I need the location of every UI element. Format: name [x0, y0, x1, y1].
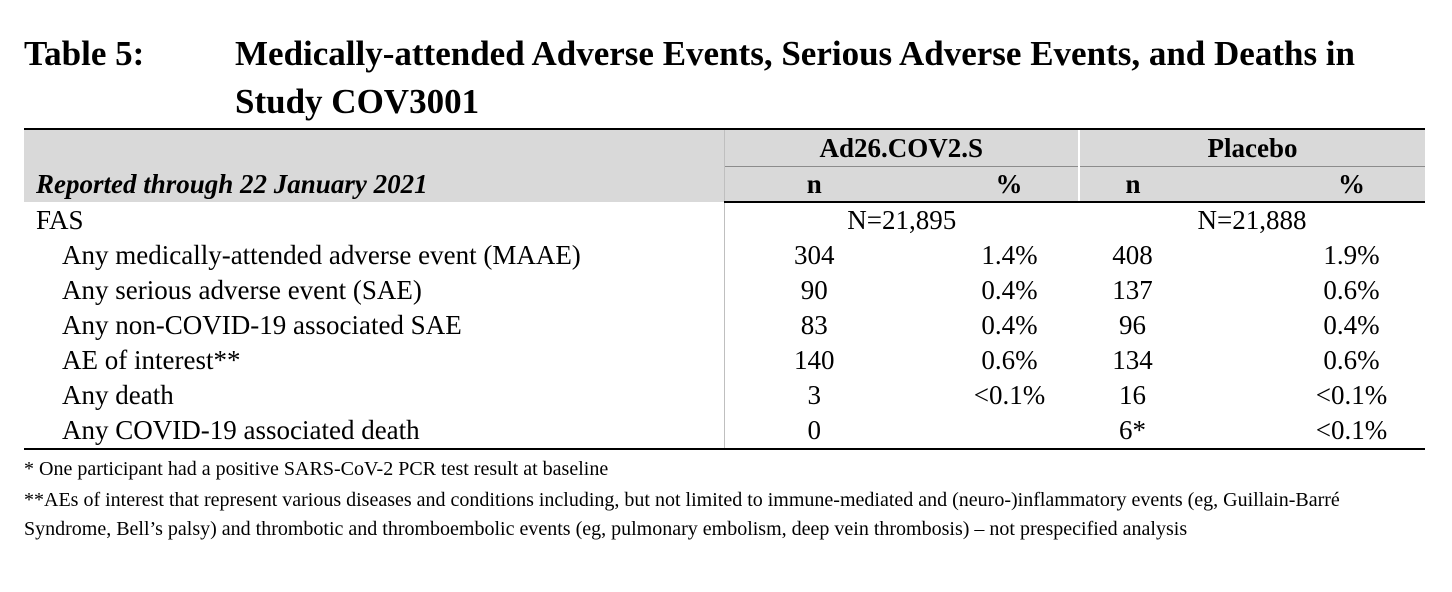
cell-ad26-n: 0 [724, 413, 904, 449]
row-label: Any non-COVID-19 associated SAE [24, 308, 724, 343]
cell-ad26-n: 3 [807, 380, 821, 410]
table-row [24, 238, 1425, 273]
cell-ad26-n: 90 [800, 275, 828, 305]
cell-ad26-pct: 0.4% [981, 275, 1038, 305]
row-label: Any COVID-19 associated death [24, 413, 724, 449]
group-header-ad26: Ad26.COV2.S [724, 129, 1079, 167]
population-n-placebo: N=21,888 [1197, 205, 1307, 235]
row-label: Any serious adverse event (SAE) [24, 273, 724, 308]
cell-placebo-pct: 0.6% [1323, 275, 1380, 305]
subheader-ad26-pct: % [904, 167, 1079, 203]
subheader-placebo-n: n [1079, 167, 1242, 203]
row-label: Any death [24, 378, 724, 413]
reported-through-label: Reported through 22 January 2021 [24, 129, 724, 202]
cell-ad26-n: 140 [794, 345, 835, 375]
header-row-groups [24, 129, 1425, 167]
cell-ad26-pct: 1.4% [981, 240, 1038, 270]
footnote-ae-of-interest: **AEs of interest that represent various diseases and conditions including, but not limited to immune-mediated and (neuro-)inflammatory events (eg, Guillain-Barré Syndrome, Bell’s palsy) and thrombotic and thromboembolic events (eg, pulmonary embolism, deep vein thrombosis) – not prespecified analysis [24, 489, 1340, 540]
cell-ad26-pct: 0.6% [981, 345, 1038, 375]
cell-placebo-n: 134 [1112, 345, 1153, 375]
table-row [24, 308, 1425, 343]
cell-ad26-pct [904, 413, 1079, 449]
cell-ad26-n: 83 [800, 310, 828, 340]
row-label: Any medically-attended adverse event (MAAE) [24, 238, 724, 273]
row-label: AE of interest** [24, 343, 724, 378]
cell-placebo-n: 408 [1112, 240, 1153, 270]
cell-placebo-pct: 0.4% [1323, 310, 1380, 340]
cell-placebo-pct: 1.9% [1323, 240, 1380, 270]
population-n-ad26: N=21,895 [847, 205, 957, 235]
cell-placebo-n: 16 [1119, 380, 1146, 410]
subheader-placebo-pct: % [1242, 167, 1425, 203]
cell-ad26-pct: 0.4% [981, 310, 1038, 340]
table-row [24, 343, 1425, 378]
cell-placebo-n: 137 [1112, 275, 1153, 305]
cell-ad26-pct: <0.1% [973, 380, 1046, 410]
cell-placebo-n: 96 [1119, 310, 1146, 340]
footnote-baseline-pcr: * One participant had a positive SARS-CoV-2 PCR test result at baseline [24, 458, 609, 480]
cell-placebo-pct: <0.1% [1242, 413, 1425, 449]
footnotes [24, 455, 1429, 546]
cell-placebo-n: 6* [1079, 413, 1242, 449]
cell-ad26-n: 304 [794, 240, 835, 270]
population-row [24, 202, 1425, 238]
table-row [24, 273, 1425, 308]
table-title: Medically-attended Adverse Events, Serious Adverse Events, and Deaths in Study COV3001 [235, 34, 1355, 121]
table-row [24, 413, 1425, 449]
cell-placebo-pct: <0.1% [1315, 380, 1388, 410]
group-header-placebo: Placebo [1079, 129, 1425, 167]
table-number: Table 5: [24, 34, 145, 73]
cell-placebo-pct: 0.6% [1323, 345, 1380, 375]
table-row [24, 378, 1425, 413]
population-label: FAS [24, 202, 724, 238]
adverse-events-table [24, 128, 1425, 450]
subheader-ad26-n: n [724, 167, 904, 203]
